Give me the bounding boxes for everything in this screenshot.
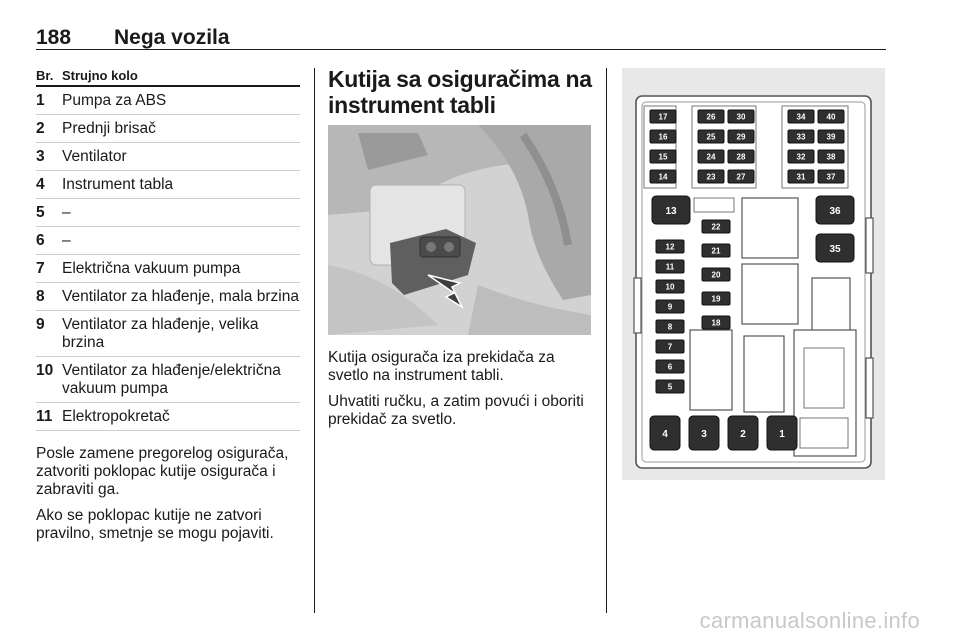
fuse-label <box>656 240 684 253</box>
instruction-text: Uhvatiti ručku, a zatim povući i oboriti prekidač za svetlo. <box>328 393 584 428</box>
fuse-number: 4 <box>36 176 45 193</box>
fuse-row <box>36 227 300 255</box>
fuse-label <box>650 150 676 163</box>
svg-text:3: 3 <box>701 429 707 440</box>
fuse-circuit: Instrument tabla <box>62 176 174 193</box>
fuse-number: 2 <box>36 120 45 137</box>
photo-caption: Kutija osigurača iza prekidača za svetlo na instrument tabli. <box>328 349 555 384</box>
fuse-number: 7 <box>36 260 45 277</box>
relay-label <box>650 416 680 450</box>
fuse-circuit: Ventilator za hlađenje, velika brzina <box>62 316 259 351</box>
svg-text:11: 11 <box>665 262 675 272</box>
svg-text:22: 22 <box>711 222 721 232</box>
svg-text:32: 32 <box>796 152 806 162</box>
svg-text:36: 36 <box>829 206 841 217</box>
svg-text:29: 29 <box>736 132 746 142</box>
svg-text:30: 30 <box>736 112 746 122</box>
svg-text:25: 25 <box>706 132 716 142</box>
fuse-label <box>656 300 684 313</box>
fuse-circuit: Električna vakuum pumpa <box>62 260 241 277</box>
svg-text:17: 17 <box>658 112 668 122</box>
fuse-label <box>788 170 814 183</box>
fuse-label <box>702 292 730 305</box>
svg-text:19: 19 <box>711 294 721 304</box>
fuse-label <box>656 340 684 353</box>
dashboard-photo <box>328 125 591 335</box>
svg-text:15: 15 <box>658 152 668 162</box>
svg-text:18: 18 <box>711 318 721 328</box>
svg-text:38: 38 <box>826 152 836 162</box>
fuse-row <box>36 403 300 431</box>
relay-label <box>816 234 854 262</box>
fuse-row <box>36 115 300 143</box>
svg-text:14: 14 <box>658 172 668 182</box>
fuse-row <box>36 199 300 227</box>
fuse-row <box>36 283 300 311</box>
fuse-row <box>36 87 300 115</box>
fuse-box-diagram <box>622 68 885 480</box>
fuse-label <box>656 380 684 393</box>
svg-text:39: 39 <box>826 132 836 142</box>
fuse-label <box>702 316 730 329</box>
relay-label <box>816 196 854 224</box>
page-number: 188 <box>36 26 72 49</box>
svg-text:7: 7 <box>667 342 673 352</box>
fuse-row <box>36 143 300 171</box>
fuse-circuit: Ventilator za hlađenje/električna vakuum pumpa <box>62 362 281 397</box>
svg-text:12: 12 <box>665 242 675 252</box>
fuse-number: 11 <box>36 408 53 425</box>
fuse-label <box>698 110 724 123</box>
svg-text:6: 6 <box>667 362 673 372</box>
svg-text:34: 34 <box>796 112 806 122</box>
svg-text:31: 31 <box>796 172 806 182</box>
column-header-circuit: Strujno kolo <box>62 68 138 83</box>
relay-label <box>767 416 797 450</box>
svg-text:33: 33 <box>796 132 806 142</box>
fuse-label <box>818 170 844 183</box>
watermark: carmanualsonline.info <box>699 608 920 633</box>
fuse-circuit: – <box>62 232 71 249</box>
fuse-row <box>36 255 300 283</box>
fuse-label <box>656 260 684 273</box>
fuse-label <box>788 130 814 143</box>
chapter-title: Nega vozila <box>114 26 230 49</box>
column-header-number: Br. <box>36 68 54 83</box>
svg-text:20: 20 <box>711 270 721 280</box>
svg-text:24: 24 <box>706 152 716 162</box>
fuse-row <box>36 357 300 403</box>
svg-text:2: 2 <box>740 429 746 440</box>
fuse-table-header <box>36 68 300 87</box>
svg-text:40: 40 <box>826 112 836 122</box>
fuse-label <box>656 320 684 333</box>
fuse-label <box>656 360 684 373</box>
instrument-fuse-section <box>328 66 594 429</box>
fuse-label <box>818 130 844 143</box>
fuse-label <box>698 150 724 163</box>
svg-text:10: 10 <box>665 282 675 292</box>
fuse-circuit: Prednji brisač <box>62 120 156 137</box>
fuse-number: 5 <box>36 204 45 221</box>
svg-text:27: 27 <box>736 172 746 182</box>
fuse-label <box>728 150 754 163</box>
fuse-label <box>702 220 730 233</box>
fuse-number: 8 <box>36 288 45 305</box>
svg-text:26: 26 <box>706 112 716 122</box>
relay-label <box>652 196 690 224</box>
fuse-circuit: Ventilator za hlađenje, mala brzina <box>62 288 299 305</box>
fuse-number: 10 <box>36 362 54 379</box>
svg-text:16: 16 <box>658 132 668 142</box>
fuse-number: 1 <box>36 92 45 109</box>
fuse-label <box>702 244 730 257</box>
svg-text:1: 1 <box>779 429 785 440</box>
fuse-label <box>650 110 676 123</box>
svg-text:21: 21 <box>711 246 721 256</box>
note-paragraph: Posle zamene pregorelog osigurača, zatvoriti poklopac kutije osigurača i zabraviti ga. <box>36 445 289 498</box>
section-title: Kutija sa osiguračima na instrument tabli <box>328 66 592 118</box>
fuse-label <box>788 150 814 163</box>
svg-text:9: 9 <box>667 302 673 312</box>
fuse-label <box>650 130 676 143</box>
svg-text:4: 4 <box>662 429 668 440</box>
fuse-label <box>788 110 814 123</box>
fuse-circuit: Pumpa za ABS <box>62 92 167 109</box>
svg-text:23: 23 <box>706 172 716 182</box>
relay-label <box>689 416 719 450</box>
fuse-table-column <box>36 68 300 543</box>
note-paragraph: Ako se poklopac kutije ne zatvori pravilno, smetnje se mogu pojaviti. <box>36 507 274 542</box>
fuse-label <box>650 170 676 183</box>
fuse-number: 6 <box>36 232 45 249</box>
page-header <box>36 24 886 50</box>
fuse-label <box>702 268 730 281</box>
fuse-label <box>818 110 844 123</box>
svg-text:5: 5 <box>667 382 673 392</box>
fuse-number: 9 <box>36 316 45 333</box>
svg-text:28: 28 <box>736 152 746 162</box>
fuse-number: 3 <box>36 148 45 165</box>
fuse-label <box>656 280 684 293</box>
fuse-circuit: Ventilator <box>62 148 127 165</box>
fuse-circuit: – <box>62 204 71 221</box>
fuse-label <box>698 130 724 143</box>
fuse-row <box>36 311 300 357</box>
relay-label <box>728 416 758 450</box>
svg-text:35: 35 <box>829 244 841 255</box>
svg-text:8: 8 <box>667 322 673 332</box>
fuse-label <box>728 170 754 183</box>
fuse-row <box>36 171 300 199</box>
column-divider <box>314 68 315 613</box>
column-divider <box>606 68 607 613</box>
svg-text:13: 13 <box>665 206 677 217</box>
fuse-label <box>818 150 844 163</box>
svg-text:37: 37 <box>826 172 836 182</box>
fuse-label <box>698 170 724 183</box>
fuse-table-body <box>36 87 300 431</box>
fuse-label <box>728 130 754 143</box>
fuse-circuit: Elektropokretač <box>62 408 170 425</box>
fuse-label <box>728 110 754 123</box>
